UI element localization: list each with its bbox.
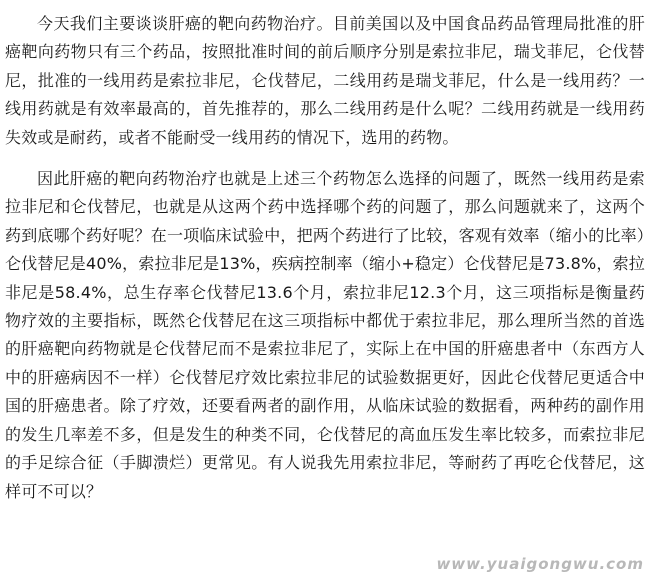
paragraph-intro: 今天我们主要谈谈肝癌的靶向药物治疗。目前美国以及中国食品药品管理局批准的肝癌靶向药物只有三个药品，按照批准时间的前后顺序分别是索拉非尼，瑞戈菲尼，仑伐替尼，批准的一线用药是索拉非尼，仑伐替尼，二线用药是瑞戈菲尼，什么是一线用药？一线用药就是有效率最高的，首先推荐的，那么二线用药是什么呢？二线用药就是一线用药失效或是耐药，或者不能耐受一线用药的情况下，选用的药物。 xyxy=(5,14,645,147)
article-body xyxy=(5,10,645,506)
site-watermark: www.yuaigongwu.com xyxy=(436,555,644,573)
paragraph-comparison: 因此肝癌的靶向药物治疗也就是上述三个药物怎么选择的问题了，既然一线用药是索拉非尼和仑伐替尼，也就是从这两个药中选择哪个药的问题了，那么问题就来了，这两个药到底哪个药好呢？在一项临床试验中，把两个药进行了比较，客观有效率（缩小的比率）仑伐替尼是40%，索拉非尼是13%，疾病控制率（缩小+稳定）仑伐替尼是73.8%，索拉非尼是58.4%，总生存率仑伐替尼13.6个月，索拉非尼12.3个月，这三项指标是衡量药物疗效的主要指标，既然仑伐替尼在这三项指标中都优于索拉非尼，那么理所当然的首选的肝癌靶向药物就是仑伐替尼而不是索拉非尼了，实际上在中国的肝癌患者中（东西方人中的肝癌病因不一样）仑伐替尼疗效比索拉非尼的试验数据更好，因此仑伐替尼更适合中国的肝癌患者。除了疗效，还要看两者的副作用，从临床试验的数据看，两种药的副作用的发生几率差不多，但是发生的种类不同，仑伐替尼的高血压发生率比较多，而索拉非尼的手足综合征（手脚溃烂）更常见。有人说我先用索拉非尼，等耐药了再吃仑伐替尼，这样可不可以？ xyxy=(5,169,646,501)
